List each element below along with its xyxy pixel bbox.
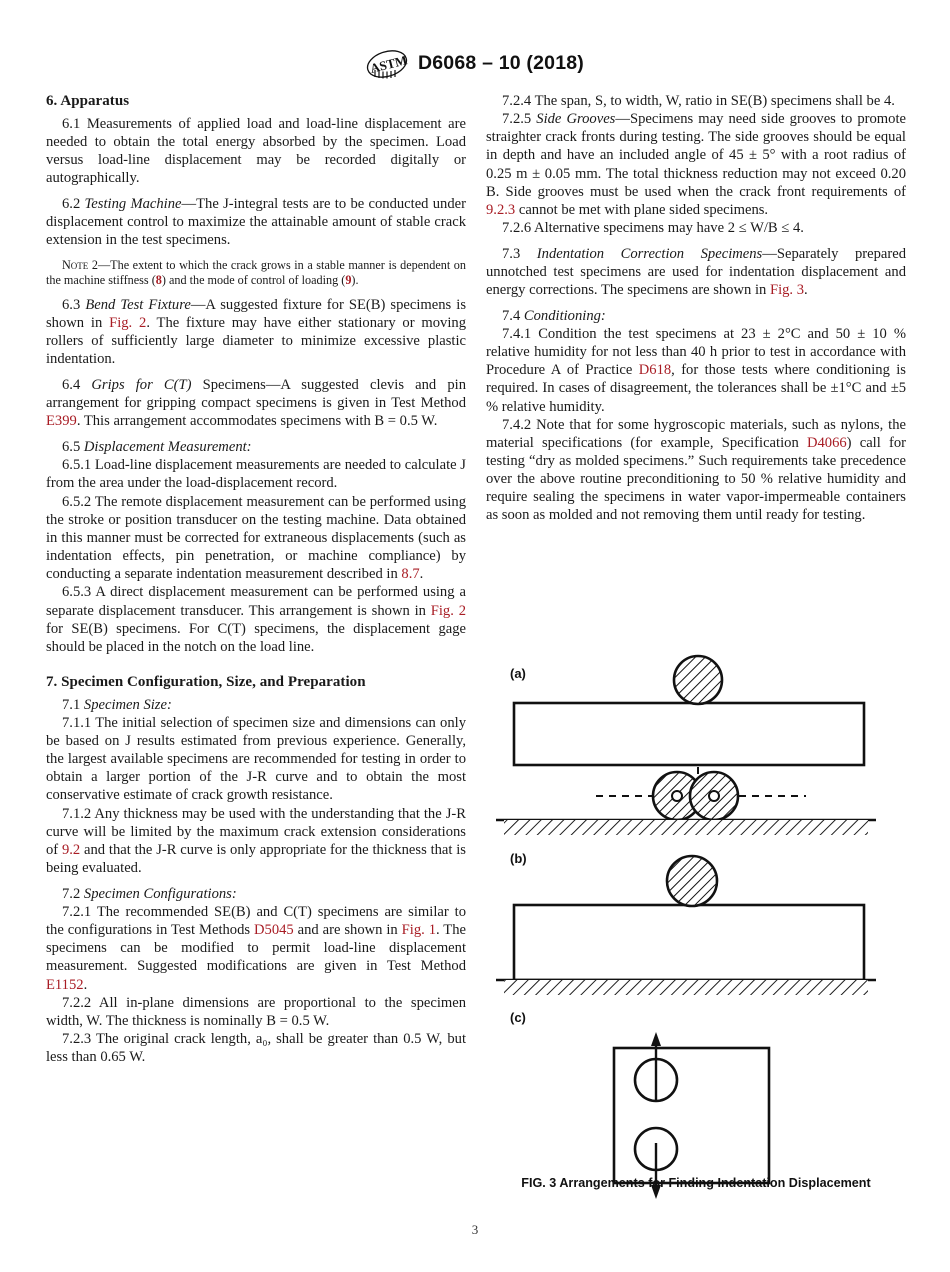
- paragraph-7-1: [46, 696, 466, 714]
- paragraph-6-2-title: Testing Machine: [84, 195, 182, 212]
- paragraph-6-4-number: 6.4: [62, 377, 92, 394]
- paragraph-7-1-1: 7.1.1 The initial selection of specimen size and dimensions can only be based on J results estimated from previous experience. Generally, the largest available specimens are recommended for testing in order to obtain a larger portion of the J-R curve and to obtain the most conservative estimate of crack growth resistance.: [46, 714, 466, 804]
- paragraph-6-5-3-part2: for SE(B) specimens. For C(T) specimens, the displacement gage should be placed in the notch on the load line.: [46, 620, 466, 655]
- paragraph-6-4-body-part2: . This arrangement accommodates specimens with B = 0.5 W.: [76, 413, 438, 430]
- panel-c-arrow-up-head: [651, 1032, 661, 1046]
- panel-b-top-roller: [667, 856, 717, 906]
- paragraph-6-5-2-part2: .: [419, 566, 424, 583]
- paragraph-6-3: [46, 296, 466, 369]
- link-fig-1[interactable]: Fig. 1: [401, 922, 436, 939]
- link-fig-3[interactable]: Fig. 3: [769, 282, 805, 299]
- link-fig-2-a[interactable]: Fig. 2: [109, 315, 147, 332]
- paragraph-7-1-2-part1: 7.1.2 Any thickness may be used with the understanding that the J-R curve will be limited by the maximum crack extension considerations of: [46, 805, 466, 858]
- paragraph-6-2-number: 6.2: [62, 195, 85, 212]
- panel-c-group: [614, 1032, 769, 1199]
- panel-a-ground-hatch: [504, 820, 868, 835]
- paragraph-7-3-part1: —Separately prepared unnotched test specimens are used for indentation displacement and energy corrections. The specimens are shown in: [486, 245, 907, 299]
- panel-a-top-roller: [674, 656, 722, 704]
- panel-a-bottom-roller-right-pin: [709, 791, 719, 801]
- paragraph-7-2-2: 7.2.2 All in-plane dimensions are proportional to the specimen width, W. The thickness is nominally B = 0.5 W.: [46, 994, 466, 1029]
- link-d618[interactable]: D618: [638, 362, 672, 379]
- paragraph-6-5-2-part1: 6.5.2 The remote displacement measurement can be performed using the stroke or position transducer on the testing machine. Data obtained in this manner must be corrected for extraneous displacements (such as indentation effects, pin penetration, or machine compliance) by conducting a separate indentation measurement described in: [46, 493, 466, 583]
- reference-9[interactable]: 9: [345, 273, 352, 288]
- paragraph-6-5: [46, 438, 466, 456]
- paragraph-6-3-body-part1: —A suggested fixture for SE(B) specimens is shown in: [46, 297, 467, 332]
- document-title: D6068 – 10 (2018): [417, 51, 585, 74]
- paragraph-7-2-1: [46, 903, 466, 994]
- paragraph-7-2-3: 7.2.3 The original crack length, a₀, shall be greater than 0.5 W, but less than 0.65 W.: [46, 1030, 466, 1066]
- paragraph-6-3-number: 6.3: [62, 297, 86, 314]
- paragraph-7-3-part2: .: [804, 282, 808, 299]
- paragraph-7-2-1-part2: and are shown in: [293, 922, 402, 939]
- panel-label-a: (a): [510, 666, 526, 681]
- paragraph-7-2-title: Specimen Configurations:: [83, 885, 237, 902]
- link-8-7[interactable]: 8.7: [401, 566, 420, 583]
- paragraph-7-4-1: [486, 325, 906, 416]
- panel-a-group: [496, 656, 876, 835]
- paragraph-7-3-title: Indentation Correction Specimens: [536, 245, 763, 262]
- paragraph-7-4-1-part1: 7.4.1 Condition the test specimens at 23 ± 2°C and 50 ± 10 % relative humidity for not less than 40 h prior to test in accordance with Procedure A of Practice: [486, 325, 906, 379]
- paragraph-7-2: [46, 885, 466, 903]
- paragraph-6-5-2: [46, 493, 466, 584]
- paragraph-6-3-body-part2: . The fixture may have either stationary or moving rollers of sufficiently large diameter to minimize excessive plastic indentation.: [46, 315, 467, 368]
- paragraph-7-4-2: [486, 416, 906, 525]
- paragraph-7-1-title: Specimen Size:: [83, 696, 172, 713]
- paragraph-6-4: [46, 376, 466, 430]
- paragraph-7-1-2-part2: and that the J-R curve is only appropriate for the thickness that is being evaluated.: [46, 841, 466, 877]
- panel-b-group: [496, 856, 876, 995]
- left-text-column: [46, 92, 466, 1066]
- link-e1152[interactable]: E1152: [46, 976, 84, 993]
- link-e399[interactable]: E399: [46, 413, 77, 430]
- link-9-2[interactable]: 9.2: [61, 841, 81, 858]
- note-2: [46, 258, 466, 288]
- paragraph-6-1: 6.1 Measurements of applied load and load-line displacement are needed to obtain the total energy absorbed by the specimen. Load versus load-line displacement may be recorded digitally or autographically.: [46, 115, 466, 187]
- paragraph-7-2-5-number: 7.2.5: [502, 111, 537, 128]
- paragraph-7-2-1-part1: 7.2.1 The recommended SE(B) and C(T) specimens are similar to the configurations in Test Methods: [46, 903, 466, 939]
- paragraph-6-2-body: —The J-integral tests are to be conducted under displacement control to maximize the attainable amount of stable crack extension in the test specimens.: [46, 195, 466, 249]
- svg-text:ASTM: ASTM: [368, 52, 408, 76]
- paragraph-7-4-2-part2: ) call for testing “dry as molded specimens.” Such requirements take precedence over the above routine preconditioning to 50 % relative humidity and require sealing the specimens in water vapor-impermeable containers as soon as molded and not removing them until ready for testing.: [486, 434, 906, 524]
- figure-3: [486, 648, 906, 1208]
- page-header: [0, 48, 950, 78]
- right-text-column: [486, 92, 906, 525]
- paragraph-7-1-2: [46, 805, 466, 878]
- paragraph-7-4-1-part2: , for those tests where conditioning is required. In cases of disagreement, the tolerances shall be ±1°C and ±5 % relative humidity.: [486, 362, 906, 415]
- panel-label-b: (b): [510, 851, 527, 866]
- note-2-body: 2—The extent to which the crack grows in a stable manner is dependent on the machine stiffness (8) and the mode of control of loading (9).: [46, 258, 466, 288]
- note-2-label: Note: [62, 258, 89, 273]
- paragraph-6-5-1: 6.5.1 Load-line displacement measurements are needed to calculate J from the area under the load-displacement record.: [46, 457, 466, 492]
- paragraph-6-5-3-part1: 6.5.3 A direct displacement measurement can be performed using a separate displacement transducer. This arrangement is shown in: [46, 584, 466, 619]
- paragraph-7-2-5-part2: cannot be met with plane sided specimens.: [515, 201, 769, 218]
- page-number: 3: [471, 1222, 479, 1237]
- link-d5045[interactable]: D5045: [253, 922, 294, 939]
- paragraph-7-2-6: 7.2.6 Alternative specimens may have 2 ≤ W/B ≤ 4.: [502, 220, 804, 237]
- figure-3-caption: FIG. 3 Arrangements for Finding Indentation Displacement: [521, 1176, 871, 1190]
- link-d4066[interactable]: D4066: [806, 434, 847, 451]
- paragraph-7-4-number: 7.4: [502, 307, 524, 324]
- paragraph-7-1-number: 7.1: [62, 696, 84, 713]
- panel-a-specimen: [514, 703, 864, 765]
- paragraph-7-3-number: 7.3: [502, 245, 537, 262]
- paragraph-7-2-1-part4: .: [83, 976, 88, 993]
- paragraph-7-4-title: Conditioning:: [523, 307, 606, 324]
- panel-a-bottom-roller-left-pin: [672, 791, 682, 801]
- panel-b-ground-hatch: [504, 980, 868, 995]
- paragraph-7-2-4: 7.2.4 The span, S, to width, W, ratio in SE(B) specimens shall be 4.: [502, 93, 895, 109]
- paragraph-7-4: [486, 307, 906, 325]
- reference-8[interactable]: 8: [155, 273, 162, 288]
- heading-section-7: 7. Specimen Configuration, Size, and Preparation: [46, 673, 366, 690]
- paragraph-7-3: [486, 245, 906, 299]
- heading-section-6: 6. Apparatus: [46, 93, 130, 109]
- figure-3-graphic: [486, 648, 906, 1208]
- paragraph-6-4-body-part1: Specimens—A suggested clevis and pin arrangement for gripping compact specimens is given in Test Method: [46, 377, 466, 412]
- paragraph-6-2: [46, 195, 466, 249]
- paragraph-6-4-title: Grips for C(T): [91, 377, 192, 394]
- paragraph-7-2-5-part1: —Specimens may need side grooves to promote straighter crack fronts during testing. The side grooves should be equal in depth and have an included angle of 45 ± 5° with a root radius of 0.25 m ± 0.05 mm. The total thickness reduction may not exceed 0.20 B. Side grooves must be used when the crack front requirements of: [486, 111, 906, 200]
- astm-logo-icon: [366, 49, 408, 79]
- paragraph-7-4-2-part1: 7.4.2 Note that for some hygroscopic materials, such as nylons, the material specifications (for example, Specification: [486, 416, 906, 451]
- panel-b-specimen: [514, 905, 864, 980]
- paragraph-7-2-5: [486, 110, 906, 219]
- link-fig-2-b[interactable]: Fig. 2: [430, 602, 466, 619]
- paragraph-6-5-3: [46, 583, 466, 656]
- link-9-2-3[interactable]: 9.2.3: [486, 201, 516, 218]
- paragraph-6-5-title: Displacement Measurement:: [83, 439, 252, 456]
- paragraph-7-2-1-part3: . The specimens can be modified to permit load-line displacement measurement. Suggested modifications are given in Test Method: [46, 922, 466, 975]
- paragraph-6-5-number: 6.5: [62, 439, 84, 456]
- paragraph-7-2-5-title: Side Grooves: [536, 111, 616, 128]
- paragraph-6-3-title: Bend Test Fixture: [85, 297, 191, 314]
- paragraph-7-2-number: 7.2: [62, 885, 84, 902]
- panel-label-c: (c): [510, 1010, 526, 1025]
